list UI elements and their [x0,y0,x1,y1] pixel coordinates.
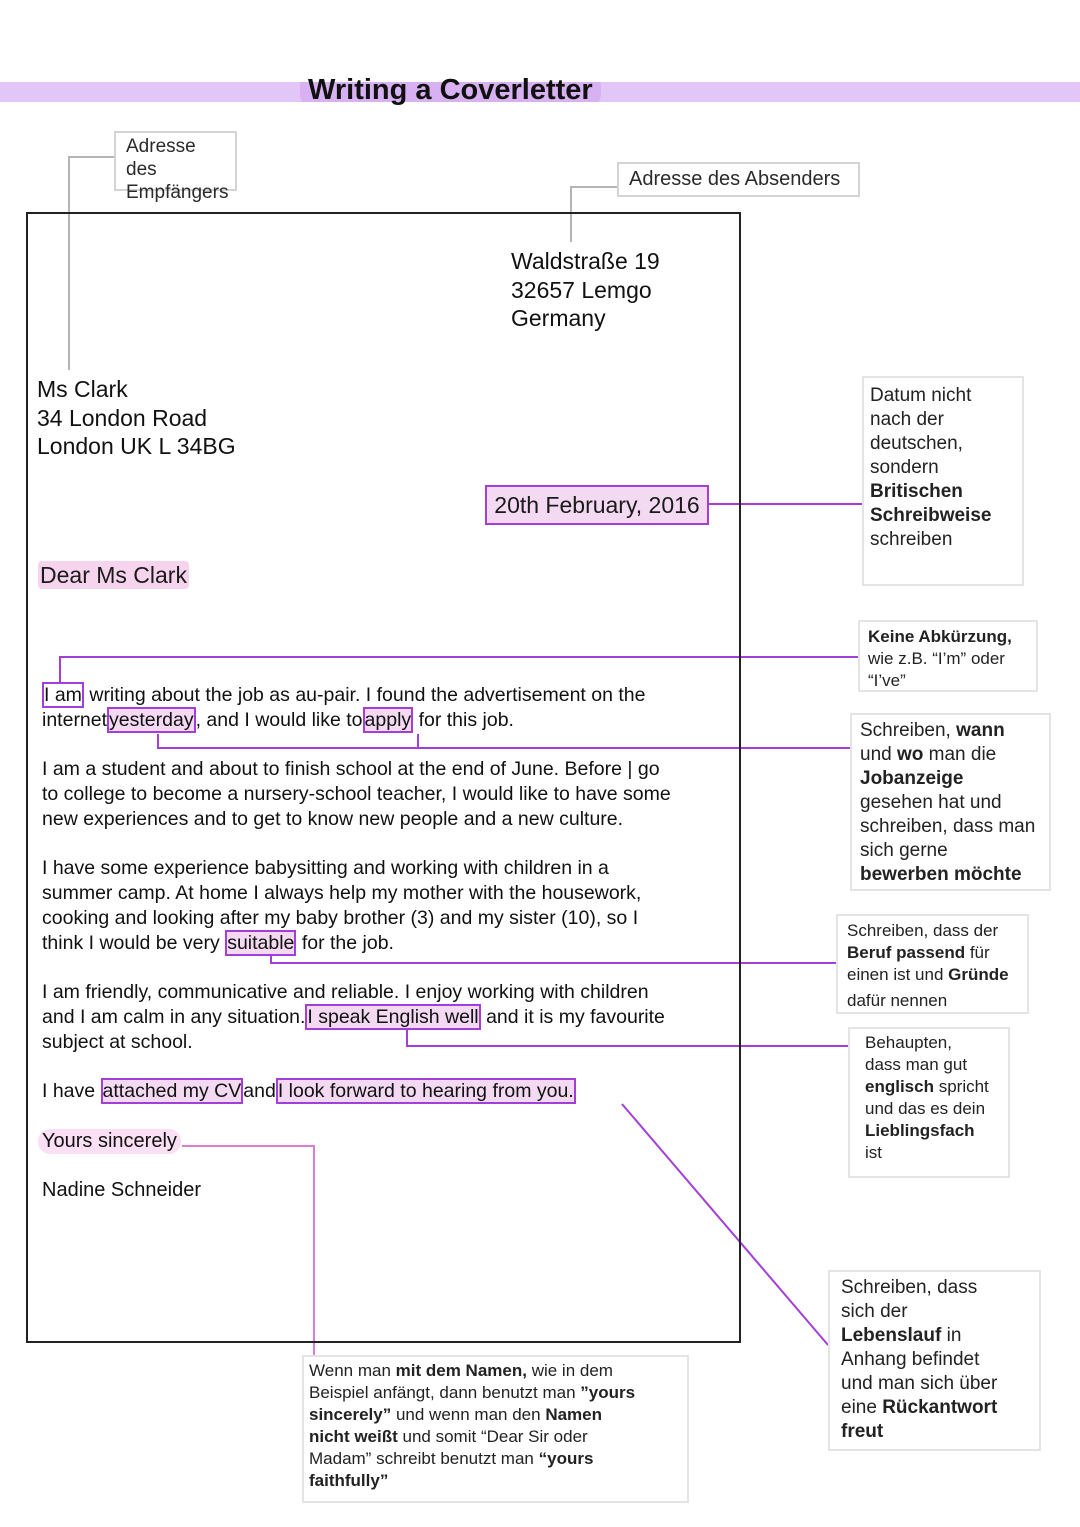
p5-i-have: I have [42,1080,96,1102]
note-abbreviation [858,620,1038,692]
p1-line1-rest: writing about the job as au-pair. I found the advertisement on the [89,684,646,706]
note-abbrev-l2: wie z.B. “I’m” oder [868,649,1005,668]
p3-think: think I would be very [42,932,220,954]
p2-line2: to college to become a nursery-school teacher, I would like to have some [42,783,671,805]
highlight-i-am: I am [44,684,82,706]
paragraph-2 [42,757,671,832]
p1-internet: internet [42,709,108,731]
p3-line4 [42,931,641,956]
note-date-l2: nach der [870,409,944,430]
note-english-l5: Lieblingsfach [865,1121,975,1140]
recipient-name: Ms Clark [37,376,128,402]
p5-and: and [243,1080,276,1102]
highlight-suitable: suitable [227,932,295,954]
note-ww-l4: gesehen hat und [860,792,1002,813]
note-ww-l2b: wo [896,744,924,765]
paragraph-1 [42,683,645,733]
page-title: Writing a Coverletter [300,72,601,108]
note-closing-l1a: Wenn man [309,1361,391,1380]
note-closing-l6: faithfully” [309,1471,389,1490]
paragraph-5 [42,1079,576,1104]
note-cv [828,1270,1041,1451]
note-closing-l5b: “yours [538,1449,594,1468]
note-cv-l5: und man sich über [841,1373,998,1394]
note-closing-l1c: wie in dem [531,1361,613,1380]
recipient-street: 34 London Road [37,404,208,431]
note-english-l3a: englisch [865,1077,934,1096]
note-english-l4: und das es dein [865,1099,986,1118]
note-suitable-l4: dafür nennen [847,991,948,1010]
note-cv-l3a: Lebenslauf [841,1325,942,1346]
p4-line3: subject at school. [42,1031,193,1053]
note-abbrev-l3: “I’ve” [868,671,906,690]
note-english-l3b: spricht [938,1077,989,1096]
note-cv-l6b: Rückantwort [882,1397,998,1418]
note-closing [302,1355,689,1503]
note-ww-l6: sich gerne [860,840,948,861]
note-ww-l5: schreiben, dass man [860,816,1036,837]
note-closing-l3b: und wenn man den [395,1405,541,1424]
sender-address-label: Adresse des Absenders [617,162,860,197]
closing: Yours sincerely [38,1129,181,1154]
highlight-apply: apply [364,709,412,731]
recipient-address-label [114,131,237,203]
note-closing-l2a: Beispiel anfängt, dann benutzt man [309,1383,576,1402]
note-cv-l2: sich der [841,1301,908,1322]
note-date-l7: schreiben [870,529,953,550]
paragraph-3 [42,856,641,956]
note-closing-l1b: mit dem Namen, [395,1361,527,1380]
note-english-l6: ist [865,1143,882,1162]
p1-line2 [42,708,645,733]
p3-line1: I have some experience babysitting and working with children in a [42,857,609,879]
note-english-l2: dass man gut [865,1055,968,1074]
p4-line2 [42,1005,665,1030]
note-ww-l2c: man die [928,744,997,765]
recipient-city: London UK L 34BG [37,433,236,459]
note-ww-l2a: und [860,744,892,765]
recipient-label-line2: Empfängers [126,182,229,203]
highlight-look-forward: I look forward to hearing from you. [277,1080,574,1102]
note-ww-l1a: Schreiben, [860,720,951,741]
p2-line3: new experiences and to get to know new people and a new culture. [42,808,624,830]
p1-and-would: , and I would like to [195,709,363,731]
highlight-attached-cv: attached my CV [102,1080,242,1102]
note-closing-l3a: sincerely” [309,1405,392,1424]
p4-and-calm: and I am calm in any situation. [42,1006,306,1028]
p2-line1: I am a student and about to finish school at the end of June. Before | go [42,758,660,780]
sender-street: Waldstraße 19 [511,248,660,274]
sender-city: 32657 Lemgo [511,276,652,303]
note-date-l4: sondern [870,457,939,478]
paragraph-4 [42,980,665,1055]
note-closing-l4a: nicht weißt [309,1427,398,1446]
note-cv-l3b: in [946,1325,962,1346]
note-closing-l2b: ”yours [580,1383,636,1402]
note-suitable-l3b: Gründe [948,965,1009,984]
p1-for-job: for this job. [418,709,514,731]
letter-date: 20th February, 2016 [485,485,709,525]
note-suitable-l2b: für [969,943,990,962]
salutation: Dear Ms Clark [40,562,187,588]
highlight-speak-english: I speak English well [307,1006,479,1028]
recipient-address [37,375,236,461]
note-when-where [850,713,1051,891]
sender-address [511,247,660,333]
p4-favourite: and it is my favourite [486,1006,665,1028]
note-suitable [836,914,1029,1014]
note-date-l3: deutschen, [870,433,963,454]
note-abbrev-l1: Keine Abkürzung, [868,627,1012,646]
note-ww-l3: Jobanzeige [860,768,964,789]
note-suitable-l2a: Beruf passend [847,943,966,962]
note-suitable-l3a: einen ist und [847,965,944,984]
note-cv-l1: Schreiben, dass [841,1277,978,1298]
note-english-l1: Behaupten, [865,1033,952,1052]
signature: Nadine Schneider [42,1179,201,1201]
note-date-l1: Datum nicht [870,385,972,406]
note-cv-l7: freut [841,1421,884,1442]
p4-line1: I am friendly, communicative and reliable. I enjoy working with children [42,981,649,1003]
note-closing-l3c: Namen [545,1405,602,1424]
note-ww-l1b: wann [956,720,1005,741]
note-date-l5: Britischen [870,481,963,502]
highlight-yesterday: yesterday [109,709,194,731]
note-cv-l4: Anhang befindet [841,1349,980,1370]
note-ww-l7: bewerben möchte [860,864,1022,885]
p1-line1 [42,683,645,708]
note-english [848,1027,1010,1178]
note-date-l6: Schreibweise [870,505,992,526]
recipient-label-line1: Adresse des [126,136,196,180]
sender-country: Germany [511,305,606,331]
note-closing-l5a: Madam” schreibt benutzt man [309,1449,534,1468]
note-date [862,376,1024,586]
p3-line2: summer camp. At home I always help my mother with the housework, [42,882,642,904]
note-cv-l6a: eine [841,1397,877,1418]
p3-for-job: for the job. [301,932,394,954]
p3-line3: cooking and looking after my baby brother (3) and my sister (10), so I [42,907,639,929]
note-suitable-l1: Schreiben, dass der [847,921,999,940]
note-closing-l4b: und somit “Dear Sir oder [402,1427,588,1446]
